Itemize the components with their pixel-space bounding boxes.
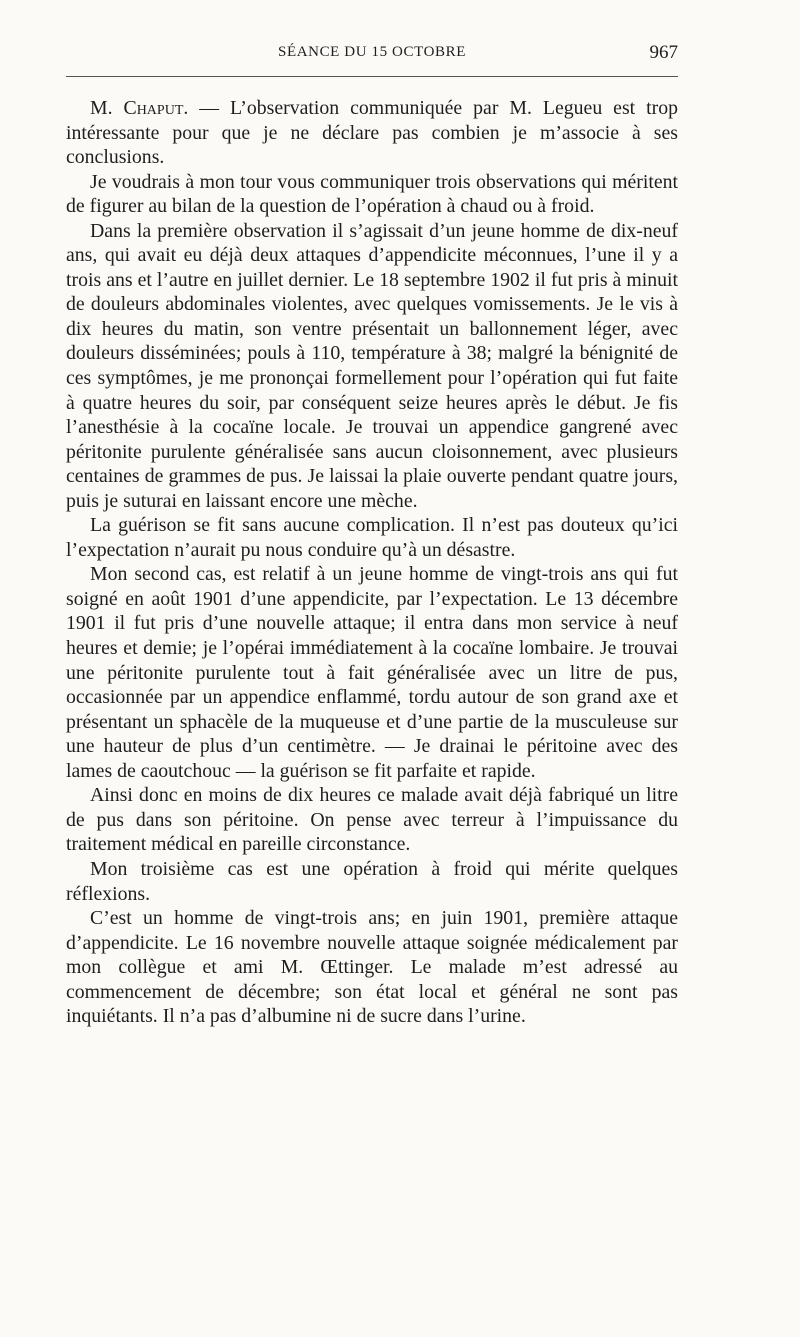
paragraph-2: Je voudrais à mon tour vous communiquer trois observations qui méritent de figurer au bilan de la question de l’opération à chaud ou à froid. xyxy=(66,170,678,218)
document-page xyxy=(66,0,678,1337)
running-header xyxy=(66,44,678,70)
page-number: 967 xyxy=(649,42,678,63)
header-title: SÉANCE DU 15 OCTOBRE xyxy=(278,44,466,60)
body-text xyxy=(66,96,678,1029)
paragraph-7: Mon troisième cas est une opération à froid qui mérite quelques réflexions. xyxy=(66,857,678,905)
paragraph-1 xyxy=(66,96,678,170)
paragraph-4: La guérison se fit sans aucune complication. Il n’est pas douteux qu’ici l’expectation n’aurait pu nous conduire qu’à un désastre. xyxy=(66,514,678,561)
paragraph-6: Ainsi donc en moins de dix heures ce malade avait déjà fabriqué un litre de pus dans son péritoine. On pense avec terreur à l’impuissance du traitement médical en pareille circonstance. xyxy=(66,784,678,856)
paragraph-5: Mon second cas, est relatif à un jeune homme de vingt-trois ans qui fut soigné en août 1901 d’une appendicite, par l’expectation. Le 13 décembre 1901 il fut pris d’une nouvelle attaque; il entra dans mon service à neuf heures et demie; je l’opérai immédiatement à la cocaïne lombaire. Je trouvai une péritonite purulente tout à fait généralisée avec un litre de pus, occasionnée par un appendice enflammé, tordu autour de son grand axe et présentant un sphacèle de la muqueuse et d’une partie de la musculeuse sur une hauteur de plus d’un centimètre. — Je drainai le péritoine avec des lames de caoutchouc — la guérison se fit parfaite et rapide. xyxy=(66,563,678,782)
paragraph-1-text: — L’observation communiquée par M. Legueu est trop intéressante pour que je ne déclare pas combien je m’associe à ses conclusions. xyxy=(66,97,678,169)
speaker-name: M. Chaput. xyxy=(90,97,189,119)
paragraph-8: C’est un homme de vingt-trois ans; en juin 1901, première attaque d’appendicite. Le 16 novembre nouvelle attaque soignée médicalement par mon collègue et ami M. Œttinger. Le malade m’est adressé au commencement de décembre; son état local et général ne sont pas inquiétants. Il n’a pas d’albumine ni de sucre dans l’urine. xyxy=(66,907,678,1028)
paragraph-3: Dans la première observation il s’agissait d’un jeune homme de dix-neuf ans, qui avait eu déjà deux attaques d’appendicite méconnues, l’une il y a trois ans et l’autre en juillet dernier. Le 18 septembre 1902 il fut pris à minuit de douleurs abdominales violentes, avec quelques vomissements. Je le vis à dix heures du matin, son ventre présentait un ballonnement léger, avec douleurs disséminées; pouls à 110, température à 38; malgré la bénignité de ces symptômes, je me prononçai formellement pour l’opération qui fut faite à quatre heures du soir, par conséquent seize heures après le début. Je fis l’anesthésie à la cocaïne locale. Je trouvai un appendice gangrené avec péritonite purulente généralisée sans aucun cloisonnement, avec plusieurs centaines de grammes de pus. Je laissai la plaie ouverte pendant quatre jours, puis je suturai en laissant encore une mèche. xyxy=(66,219,678,512)
header-rule xyxy=(66,76,678,77)
